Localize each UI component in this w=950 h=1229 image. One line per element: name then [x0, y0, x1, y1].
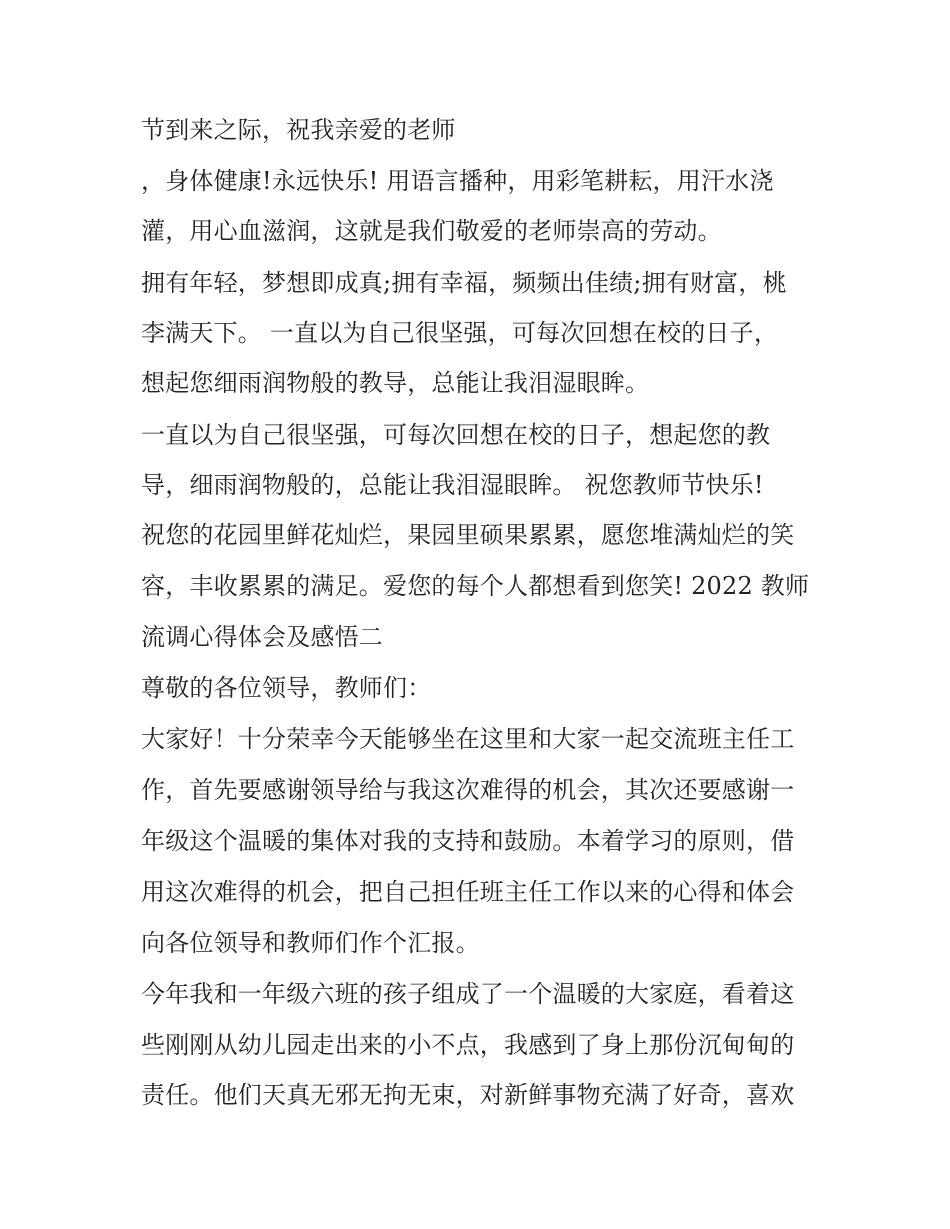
- text-line: 作，首先要感谢领导给与我这次难得的机会，其次还要感谢一: [141, 776, 795, 804]
- text-line: 尊敬的各位领导，教师们：: [141, 674, 432, 702]
- text-line: 责任。他们天真无邪无拘无束，对新鲜事物充满了好奇，喜欢: [141, 1081, 795, 1109]
- text-line: 年级这个温暖的集体对我的支持和鼓励。本着学习的原则，借: [141, 827, 795, 855]
- text-line: 节到来之际，祝我亲爱的老师: [141, 116, 456, 144]
- text-line: 想起您细雨润物般的教导，总能让我泪湿眼眸。: [141, 369, 650, 397]
- text-line: ，身体健康!永远快乐! 用语言播种，用彩笔耕耘，用汗水浇: [141, 167, 774, 195]
- text-line: 些刚刚从幼儿园走出来的小不点，我感到了身上那份沉甸甸的: [141, 1031, 795, 1059]
- text-line: 大家好！十分荣幸今天能够坐在这里和大家一起交流班主任工: [141, 725, 795, 753]
- text-line: 李满天下。 一直以为自己很坚强，可每次回想在校的日子，: [141, 319, 779, 347]
- text-line: 今年我和一年级六班的孩子组成了一个温暖的大家庭，看着这: [141, 980, 795, 1008]
- text-line: 容，丰收累累的满足。爱您的每个人都想看到您笑! 2022 教师: [141, 572, 810, 600]
- text-line: 向各位领导和教师们作个汇报。: [141, 929, 480, 957]
- text-line: 祝您的花园里鲜花灿烂，果园里硕果累累，愿您堆满灿烂的笑: [141, 521, 795, 549]
- text-line: 导，细雨润物般的，总能让我泪湿眼眸。 祝您教师节快乐!: [141, 471, 764, 499]
- text-line: 灌，用心血滋润，这就是我们敬爱的老师崇高的劳动。: [141, 217, 722, 245]
- text-line: 用这次难得的机会，把自己担任班主任工作以来的心得和体会: [141, 878, 795, 906]
- text-line: 一直以为自己很坚强，可每次回想在校的日子，想起您的教: [141, 421, 771, 449]
- text-line: 拥有年轻，梦想即成真;拥有幸福，频频出佳绩;拥有财富，桃: [141, 269, 787, 297]
- text-line: 流调心得体会及感悟二: [141, 623, 383, 651]
